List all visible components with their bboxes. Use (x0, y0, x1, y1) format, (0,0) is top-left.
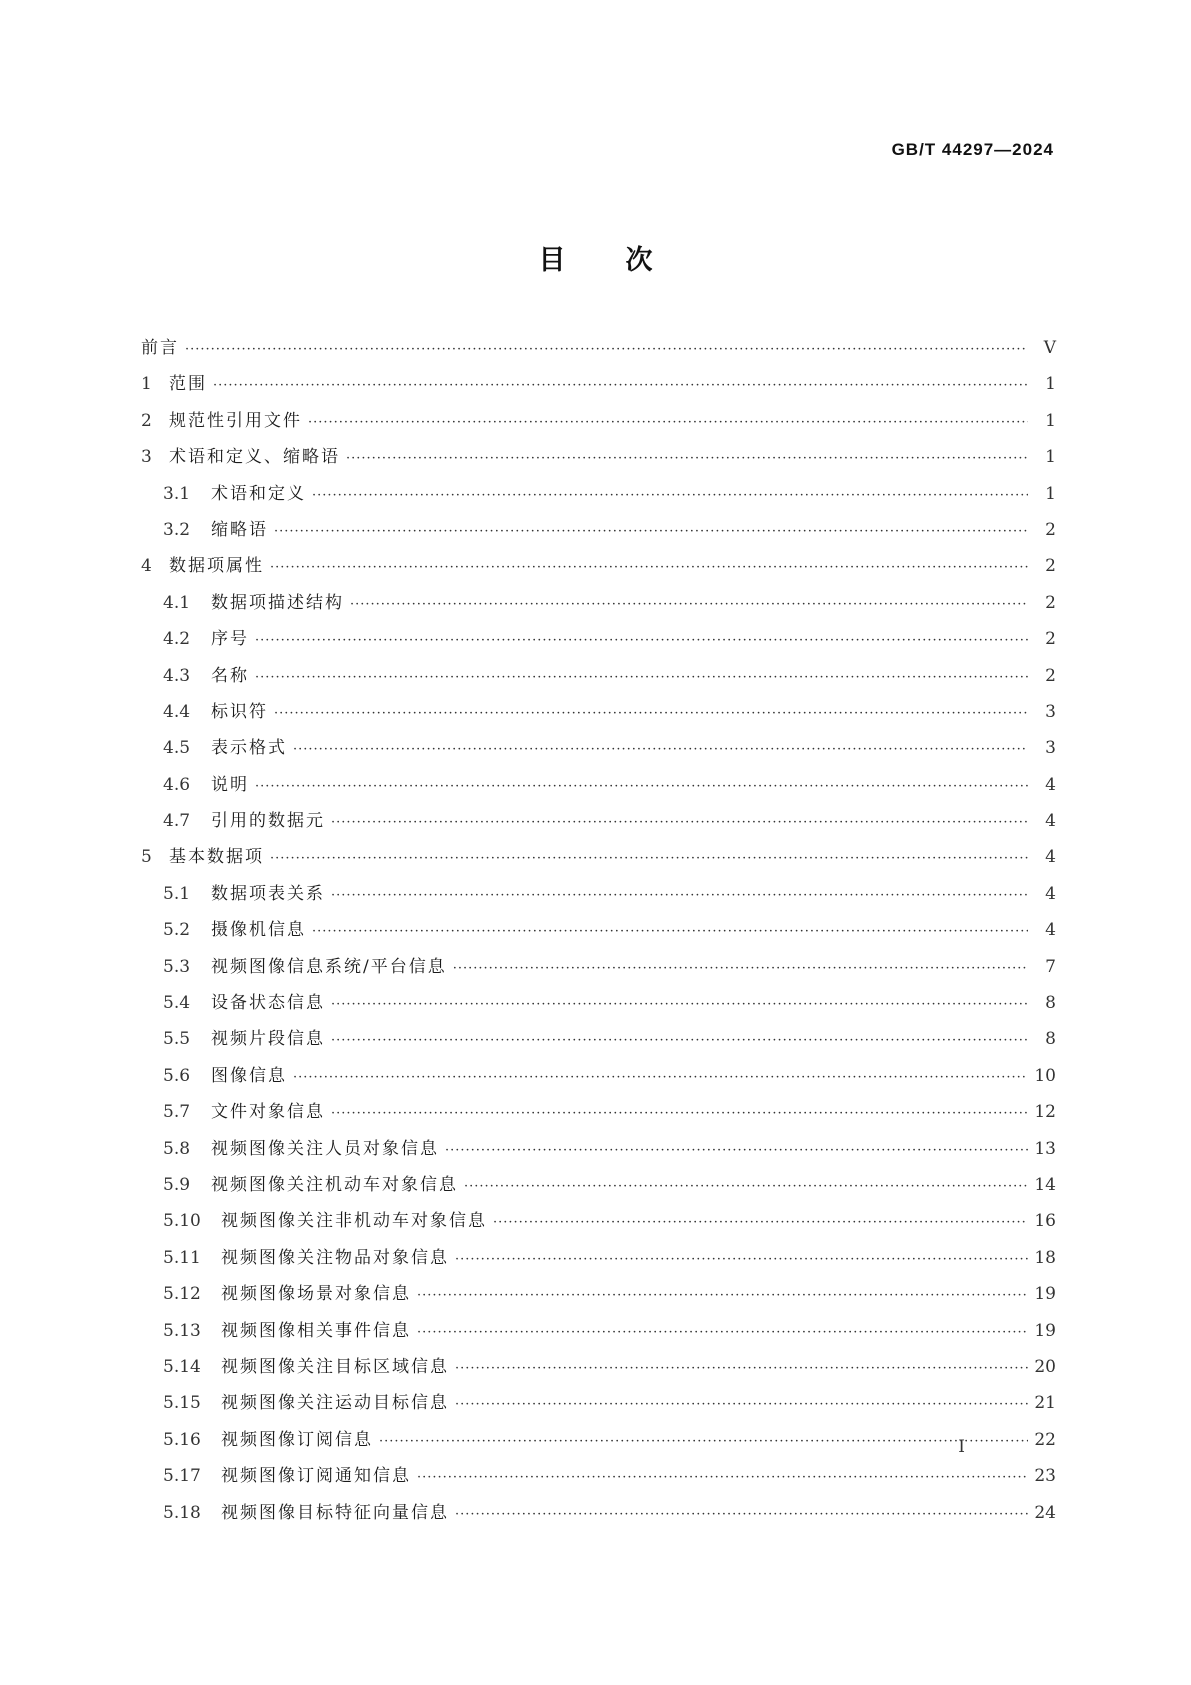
toc-leader-dots (312, 486, 1028, 506)
toc-entry[interactable] (141, 1503, 1056, 1539)
toc-entry-number: 4.1 (163, 592, 191, 613)
toc-entry-number: 5.13 (163, 1320, 201, 1341)
toc-entry-page: 12 (1034, 1102, 1056, 1123)
toc-entry-number: 3.2 (163, 519, 191, 540)
toc-entry[interactable] (141, 629, 1056, 665)
toc-entry-label: 前言 (141, 338, 179, 358)
toc-entry-page: 18 (1034, 1247, 1056, 1268)
toc-entry-number: 5.18 (163, 1502, 201, 1523)
toc-leader-dots (464, 1177, 1028, 1197)
toc-entry-page: 7 (1045, 956, 1056, 977)
toc-entry[interactable] (141, 666, 1056, 702)
toc-entry-label: 数据项描述结构 (211, 592, 344, 613)
toc-leader-dots (270, 849, 1028, 869)
toc-leader-dots (417, 1286, 1028, 1306)
toc-entry-page: 4 (1045, 774, 1056, 795)
toc-leader-dots (270, 558, 1028, 578)
toc-entry[interactable] (141, 1029, 1056, 1065)
toc-entry-label: 引用的数据元 (211, 811, 325, 832)
toc-entry[interactable] (141, 847, 1056, 883)
toc-entry[interactable] (141, 447, 1056, 483)
toc-entry[interactable] (141, 738, 1056, 774)
toc-entry-number: 5.10 (163, 1211, 201, 1232)
toc-leader-dots (331, 1104, 1028, 1124)
toc-entry-page: 23 (1034, 1466, 1056, 1487)
toc-entry-label: 视频图像关注目标区域信息 (221, 1356, 449, 1377)
toc-entry-number: 5.5 (163, 1029, 191, 1050)
toc-entry-page: 2 (1045, 592, 1056, 613)
toc-entry-number: 5.17 (163, 1466, 201, 1487)
toc-entry-page: 19 (1034, 1284, 1056, 1305)
toc-leader-dots (308, 413, 1028, 433)
toc-entry-number: 4.4 (163, 701, 191, 722)
page-title: 目次 (538, 245, 713, 276)
toc-leader-dots (350, 595, 1028, 615)
toc-entry-page: 1 (1045, 410, 1056, 431)
toc-entry-page: 14 (1034, 1174, 1056, 1195)
toc-entry[interactable] (141, 884, 1056, 920)
toc-entry-label: 视频片段信息 (211, 1029, 325, 1050)
toc-entry-number: 5.9 (163, 1174, 191, 1195)
toc-entry-label: 视频图像关注运动目标信息 (221, 1393, 449, 1414)
toc-entry[interactable] (141, 1248, 1056, 1284)
toc-entry-page: 4 (1045, 920, 1056, 941)
toc-entry-label: 标识符 (211, 701, 268, 722)
toc-entry-number: 3.1 (163, 483, 191, 504)
toc-leader-dots (453, 959, 1028, 979)
toc-entry-number: 4.2 (163, 629, 191, 650)
toc-entry-number: 4.5 (163, 738, 191, 759)
toc-leader-dots (331, 995, 1028, 1015)
toc-entry-number: 4.6 (163, 774, 191, 795)
toc-entry-label: 视频图像关注非机动车对象信息 (221, 1211, 487, 1232)
toc-entry-label: 文件对象信息 (211, 1102, 325, 1123)
toc-entry-label: 术语和定义、缩略语 (169, 447, 340, 468)
toc-entry-label: 序号 (211, 629, 249, 650)
toc-entry-number: 5.6 (163, 1065, 191, 1086)
toc-entry[interactable] (141, 1175, 1056, 1211)
toc-entry-label: 数据项表关系 (211, 883, 325, 904)
toc-entry-label: 视频图像关注机动车对象信息 (211, 1174, 458, 1195)
toc-leader-dots (255, 777, 1028, 797)
toc-leader-dots (255, 631, 1028, 651)
toc-entry[interactable] (141, 1321, 1056, 1357)
toc-entry-label: 视频图像场景对象信息 (221, 1284, 411, 1305)
toc-entry-label: 图像信息 (211, 1065, 287, 1086)
toc-entry-page: 2 (1045, 665, 1056, 686)
toc-entry[interactable] (141, 556, 1056, 592)
toc-entry-page: 24 (1034, 1502, 1056, 1523)
toc-entry[interactable] (141, 1393, 1056, 1429)
toc-entry-page: 3 (1045, 701, 1056, 722)
toc-entry-label: 视频图像信息系统/平台信息 (211, 956, 447, 977)
toc-entry-page: 2 (1045, 629, 1056, 650)
toc-leader-dots (185, 340, 1028, 360)
toc-entry-label: 视频图像相关事件信息 (221, 1320, 411, 1341)
toc-entry-label: 视频图像关注人员对象信息 (211, 1138, 439, 1159)
toc-entry-label: 视频图像订阅信息 (221, 1429, 373, 1450)
toc-entry-page: 1 (1045, 447, 1056, 468)
toc-entry-number: 5.1 (163, 883, 191, 904)
toc-entry-number: 4.7 (163, 811, 191, 832)
toc-entry[interactable] (141, 1430, 1056, 1466)
toc-entry-number: 3 (141, 447, 152, 468)
toc-leader-dots (455, 1395, 1028, 1415)
toc-leader-dots (417, 1468, 1028, 1488)
toc-entry-number: 4 (141, 556, 152, 577)
toc-entry[interactable] (141, 593, 1056, 629)
toc-entry-number: 2 (141, 410, 152, 431)
standard-code: GB/T 44297—2024 (891, 140, 1054, 159)
toc-entry-page: 4 (1045, 883, 1056, 904)
toc-entry-page: 22 (1034, 1429, 1056, 1450)
toc-leader-dots (312, 922, 1028, 942)
toc-entry-page: 1 (1045, 483, 1056, 504)
toc-leader-dots (213, 376, 1028, 396)
toc-entry-label: 名称 (211, 665, 249, 686)
toc-entry-number: 5.15 (163, 1393, 201, 1414)
toc-entry-label: 缩略语 (211, 519, 268, 540)
toc-entry-page: 13 (1034, 1138, 1056, 1159)
toc-entry-label: 摄像机信息 (211, 920, 306, 941)
toc-entry-number: 5.2 (163, 920, 191, 941)
toc-entry[interactable] (141, 374, 1056, 410)
toc-leader-dots (455, 1505, 1028, 1525)
toc-entry-page: 4 (1045, 847, 1056, 868)
toc-entry-number: 5.8 (163, 1138, 191, 1159)
toc-entry-page: 16 (1034, 1211, 1056, 1232)
toc-entry[interactable] (141, 1139, 1056, 1175)
toc-leader-dots (255, 668, 1028, 688)
toc-leader-dots (274, 704, 1028, 724)
toc-entry-label: 数据项属性 (169, 556, 264, 577)
toc-entry-page: 8 (1045, 1029, 1056, 1050)
toc-entry-number: 5.7 (163, 1102, 191, 1123)
toc-entry[interactable] (141, 775, 1056, 811)
toc-leader-dots (346, 449, 1028, 469)
toc-entry-page: 2 (1045, 519, 1056, 540)
toc-entry-label: 视频图像目标特征向量信息 (221, 1502, 449, 1523)
toc-entry[interactable] (141, 920, 1056, 956)
toc-entry[interactable] (141, 338, 1056, 374)
toc-entry-page: 4 (1045, 811, 1056, 832)
toc-leader-dots (293, 740, 1028, 760)
toc-leader-dots (455, 1250, 1028, 1270)
toc-entry-label: 基本数据项 (169, 847, 264, 868)
toc-entry-label: 说明 (211, 774, 249, 795)
toc-entry-number: 5.4 (163, 993, 191, 1014)
toc-entry-page: 21 (1034, 1393, 1056, 1414)
toc-leader-dots (417, 1323, 1028, 1343)
toc-entry-label: 视频图像订阅通知信息 (221, 1466, 411, 1487)
toc-entry-number: 5.14 (163, 1356, 201, 1377)
page-folio: I (958, 1437, 965, 1457)
toc-entry-page: V (1043, 338, 1056, 358)
toc-leader-dots (379, 1432, 1028, 1452)
toc-entry[interactable] (141, 993, 1056, 1029)
toc-leader-dots (331, 813, 1028, 833)
toc-entry-number: 5.3 (163, 956, 191, 977)
toc-entry[interactable] (141, 811, 1056, 847)
toc-entry-number: 5.11 (163, 1247, 201, 1268)
toc-leader-dots (274, 522, 1028, 542)
toc-entry[interactable] (141, 1357, 1056, 1393)
toc-entry[interactable] (141, 411, 1056, 447)
toc-entry-label: 规范性引用文件 (169, 410, 302, 431)
table-of-contents (141, 338, 1056, 1539)
toc-leader-dots (445, 1141, 1028, 1161)
toc-entry[interactable] (141, 1284, 1056, 1320)
toc-entry-page: 2 (1045, 556, 1056, 577)
toc-leader-dots (455, 1359, 1028, 1379)
toc-entry-page: 1 (1045, 374, 1056, 395)
toc-entry-number: 5 (141, 847, 152, 868)
toc-entry-label: 术语和定义 (211, 483, 306, 504)
toc-leader-dots (331, 1031, 1028, 1051)
toc-entry-label: 表示格式 (211, 738, 287, 759)
toc-entry-number: 5.12 (163, 1284, 201, 1305)
toc-entry[interactable] (141, 1066, 1056, 1102)
toc-entry-page: 8 (1045, 993, 1056, 1014)
toc-leader-dots (293, 1068, 1028, 1088)
toc-entry[interactable] (141, 520, 1056, 556)
toc-entry[interactable] (141, 1211, 1056, 1247)
toc-entry-page: 20 (1034, 1356, 1056, 1377)
toc-entry-number: 4.3 (163, 665, 191, 686)
toc-entry[interactable] (141, 1102, 1056, 1138)
toc-entry-number: 1 (141, 374, 152, 395)
toc-entry-label: 视频图像关注物品对象信息 (221, 1247, 449, 1268)
toc-entry[interactable] (141, 484, 1056, 520)
toc-entry-page: 10 (1034, 1065, 1056, 1086)
toc-entry[interactable] (141, 1466, 1056, 1502)
toc-entry[interactable] (141, 702, 1056, 738)
toc-entry-label: 设备状态信息 (211, 993, 325, 1014)
toc-entry-number: 5.16 (163, 1429, 201, 1450)
toc-entry-page: 19 (1034, 1320, 1056, 1341)
toc-leader-dots (331, 886, 1028, 906)
toc-leader-dots (493, 1213, 1028, 1233)
toc-entry[interactable] (141, 957, 1056, 993)
toc-entry-label: 范围 (169, 374, 207, 395)
toc-entry-page: 3 (1045, 738, 1056, 759)
